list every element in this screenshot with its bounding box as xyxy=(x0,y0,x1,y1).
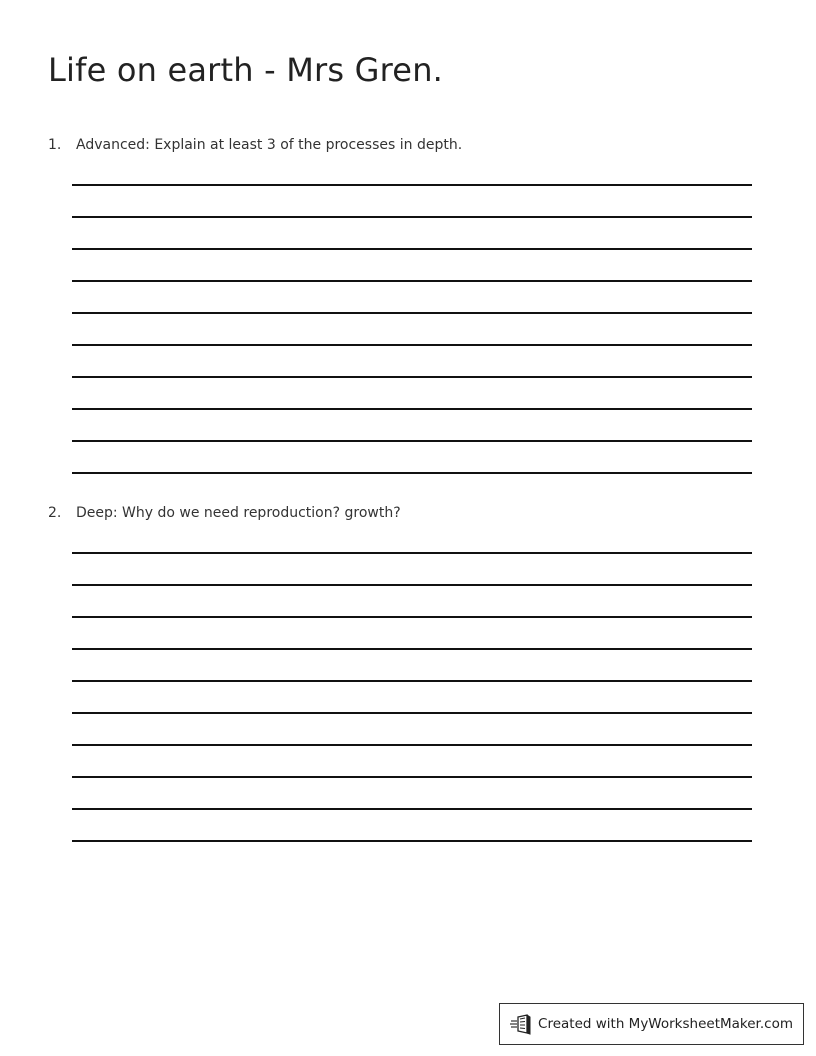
question-text: Deep: Why do we need reproduction? growth? xyxy=(76,505,401,521)
answer-line xyxy=(72,408,752,410)
answer-line xyxy=(72,840,752,842)
answer-line xyxy=(72,584,752,586)
answer-line xyxy=(72,216,752,218)
question-number: 2. xyxy=(48,505,62,521)
answer-line xyxy=(72,744,752,746)
answer-line xyxy=(72,648,752,650)
question-2 xyxy=(48,504,752,522)
myworksheetmaker-logo-icon xyxy=(510,1013,532,1035)
question-number: 1. xyxy=(48,137,62,153)
answer-line xyxy=(72,712,752,714)
question-1 xyxy=(48,136,752,154)
footer-badge xyxy=(499,1003,804,1045)
answer-line xyxy=(72,808,752,810)
answer-line xyxy=(72,776,752,778)
question-text: Advanced: Explain at least 3 of the processes in depth. xyxy=(76,137,463,153)
answer-line xyxy=(72,248,752,250)
answer-line xyxy=(72,552,752,554)
answer-line xyxy=(72,440,752,442)
answer-line xyxy=(72,616,752,618)
answer-line xyxy=(72,472,752,474)
question-prompt xyxy=(48,136,752,154)
answer-line xyxy=(72,184,752,186)
answer-line xyxy=(72,312,752,314)
answer-line xyxy=(72,376,752,378)
worksheet-title: Life on earth - Mrs Gren. xyxy=(48,51,444,89)
question-prompt xyxy=(48,504,752,522)
footer-text: Created with MyWorksheetMaker.com xyxy=(538,1016,793,1032)
answer-line xyxy=(72,680,752,682)
answer-line xyxy=(72,280,752,282)
answer-line xyxy=(72,344,752,346)
